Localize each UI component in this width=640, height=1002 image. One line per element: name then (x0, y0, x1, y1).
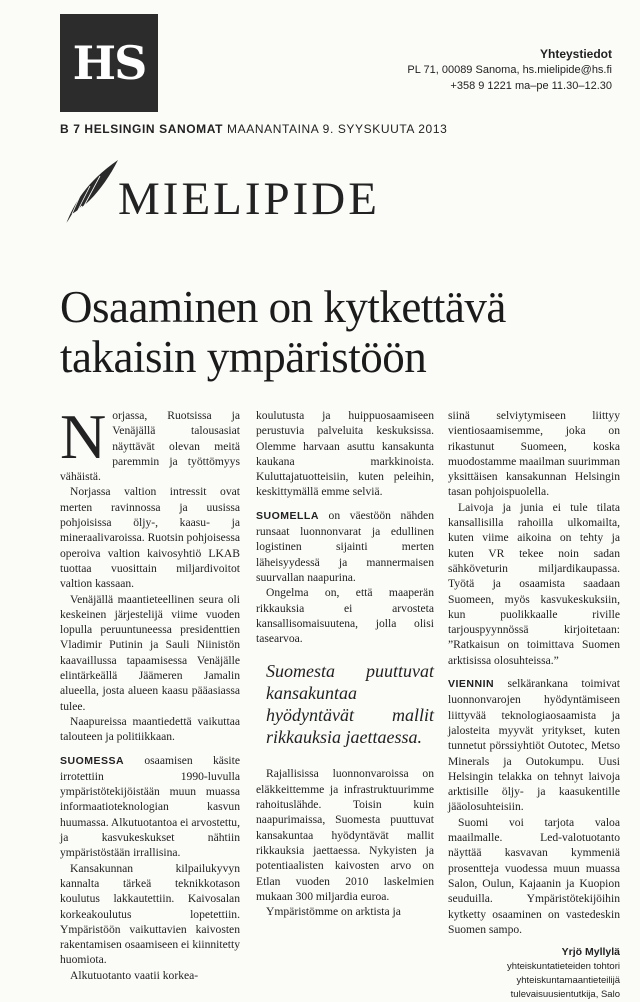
contact-title: Yhteystiedot (539, 47, 612, 61)
author-role: yhteiskuntamaantieteilijä (516, 975, 620, 987)
paragraph: Laivoja ja junia ei tule tilata kansallisilla rahoilla ulkomailta, kuten viime aikoina on tehty ja kuten VR tekee noin sadan sähköveturin miljardikaupassa. Työtä ja osaamista saadaan Suomeen, myös kasvukeskuksiin, kun puolikkaalle riville tarjouspyynnössä kirjoitetaan: ”Ratkaisun on toimittava Suomen arktisissa olosuhteissa.” (448, 500, 620, 667)
subhead-caps: SUOMELLA (256, 509, 319, 522)
contact-address: PL 71, 00089 Sanoma, hs.mielipide@hs.fi (407, 64, 612, 76)
author-role: yhteiskuntatieteiden tohtori (506, 961, 620, 973)
paragraph: Norjassa, Ruotsissa ja Venäjällä talousasiat näyttävät olevan meitä paremmin ja työttömyys vähäistä. (60, 401, 240, 484)
article-headline (60, 282, 620, 382)
paragraph: Ympäristömme on arktista ja (266, 905, 401, 919)
paragraph: Rajallisissa luonnonvaroissa on eläkkeittemme ja infrastruktuurimme rahoituslähde. Toisin kuin naapurimaissa, Suomesta puuttuvat kansakuntaa hyödyntävät mallit rikkauksia jaettaessa. Nykyisten ja potentiaalisten kaivosten arvo on Etlan vuoden 2010 laskelmien mukaan 300 miljardia euroa. (256, 767, 434, 903)
hs-logo: HS (60, 14, 158, 112)
publication-date: MAANANTAINA 9. SYYSKUUTA 2013 (227, 122, 448, 136)
paragraph: Naapureissa maantiedettä vaikuttaa talouteen ja politiikkaan. (60, 714, 240, 744)
pull-quote: Suomesta puuttuvat kansakuntaa hyödyntävät mallit rikkauksia jaettaessa. (266, 661, 434, 748)
headline-line-1: Osaaminen on kytkettävä (60, 282, 506, 332)
subhead-caps: VIENNIN (448, 678, 495, 691)
dateline (60, 122, 447, 136)
contact-info (407, 46, 612, 94)
paragraph: koulutusta ja huippuosaamiseen perustuvia palveluita keskuksissa. Olemme harvaan asuttu kansakunta kaukana markkinoista. Kuluttajatuotteisiin, kuten peleihin, keskittymällä emme selviä. (256, 409, 434, 499)
article-column-1 (60, 401, 240, 983)
paragraph: Suomi voi tarjota valoa maailmalle. Led-valotuotanto näyttää kasvavan kymmeniä prosentteja vuodessa muun muassa Salon, Oulun, Kajaanin ja Kuopion seuduilla. Ympäristötekijöihin kytketty osaaminen on vastedeskin Suomen sampo. (448, 815, 620, 936)
paragraph: siinä selviytymiseen liittyy vientiosaamisemme, joka on rikastunut Suomeen, koska muodostamme maailman suurimman yksittäisen kansakunnan Helsingin tasan pohjoispuolella. (448, 409, 620, 499)
article-column-3 (448, 408, 620, 1002)
author-name: Yrjö Myllylä (561, 946, 620, 959)
paper-name: HELSINGIN SANOMAT (84, 122, 224, 136)
paragraph: Alkutuotanto vaatii korkea- (70, 968, 199, 982)
paragraph: SUOMELLA on väestöön nähden runsaat luonnonvarat ja edullinen logistinen sijainti merten läheisyydessä ja mannermaisen suurvallan naapurina. (256, 508, 434, 584)
author-role: tulevaisuusientutkija, Salo (510, 989, 620, 1001)
drop-cap: N (60, 401, 107, 472)
paragraph: Ongelma on, että maaperän rikkauksia ei arvosteta kansallisomaisuutena, jolla olisi tasearvoa. (256, 586, 434, 646)
quill-icon (60, 156, 122, 228)
section-title: MIELIPIDE (118, 173, 380, 225)
page-number: B 7 (60, 122, 81, 136)
paragraph: Norjassa valtion intressit ovat merten ravinnossa ja uusissa pohjoisissa öljy-, kaasu- ja mineraalivaroissa. Ruotsin pohjoisessa operoiva valtion kaivosyhtiö LKAB tuottaa vuosittain miljardivoitot valtion kassaan. (60, 485, 240, 591)
contact-phone: +358 9 1221 ma–pe 11.30–12.30 (450, 80, 612, 92)
subhead-caps: SUOMESSA (60, 754, 125, 767)
headline-line-2: takaisin ympäristöön (60, 332, 427, 382)
author-signature (448, 945, 620, 1002)
paragraph: VIENNIN selkärankana toimivat luonnonvarojen hyödyntämiseen liittyvää teknologiaosaamista ja jalosteita myyvät yritykset, kuten tunnetut pörssiyhtiöt Outotec, Metso Minerals ja Outokumpu. Uusi Helsingin telakka on tehnyt laivoja arktisille öljy- ja kaasukentille jääolosuhteisiin. (448, 677, 620, 814)
paragraph: Kansakunnan kilpailukyvyn kannalta tärkeä teknikkotason koulutus lakkautettiin. Kaivosalan korkeakoulutus lopetettiin. Ympäristöön vaikuttavien kaivosten rakentamisen osaamiseen ei kiinnitetty huomiota. (60, 861, 240, 967)
paragraph: Venäjällä maantieteellinen seura oli keskeinen järjestelijä viime vuoden lopulla peruuntuneessa presidenttien Vladimir Putinin ja Sauli Niinistön kaavaillussa tapaamisessa Venäjälle elintärkeällä Jäämeren Jamalin alueella, josta alueen kaasu pääasiassa tulee. (60, 592, 240, 713)
article-column-2 (256, 408, 434, 919)
paragraph: SUOMESSA osaamisen käsite irrotettiin 1990-luvulla ympäristötekijöistään muun muassa informaatioteknologian kasvun huumassa. Alkutuotantoa ei arvostettu, ja kasvukeskukset nähtiin ympäristöstään irrallisina. (60, 753, 240, 860)
